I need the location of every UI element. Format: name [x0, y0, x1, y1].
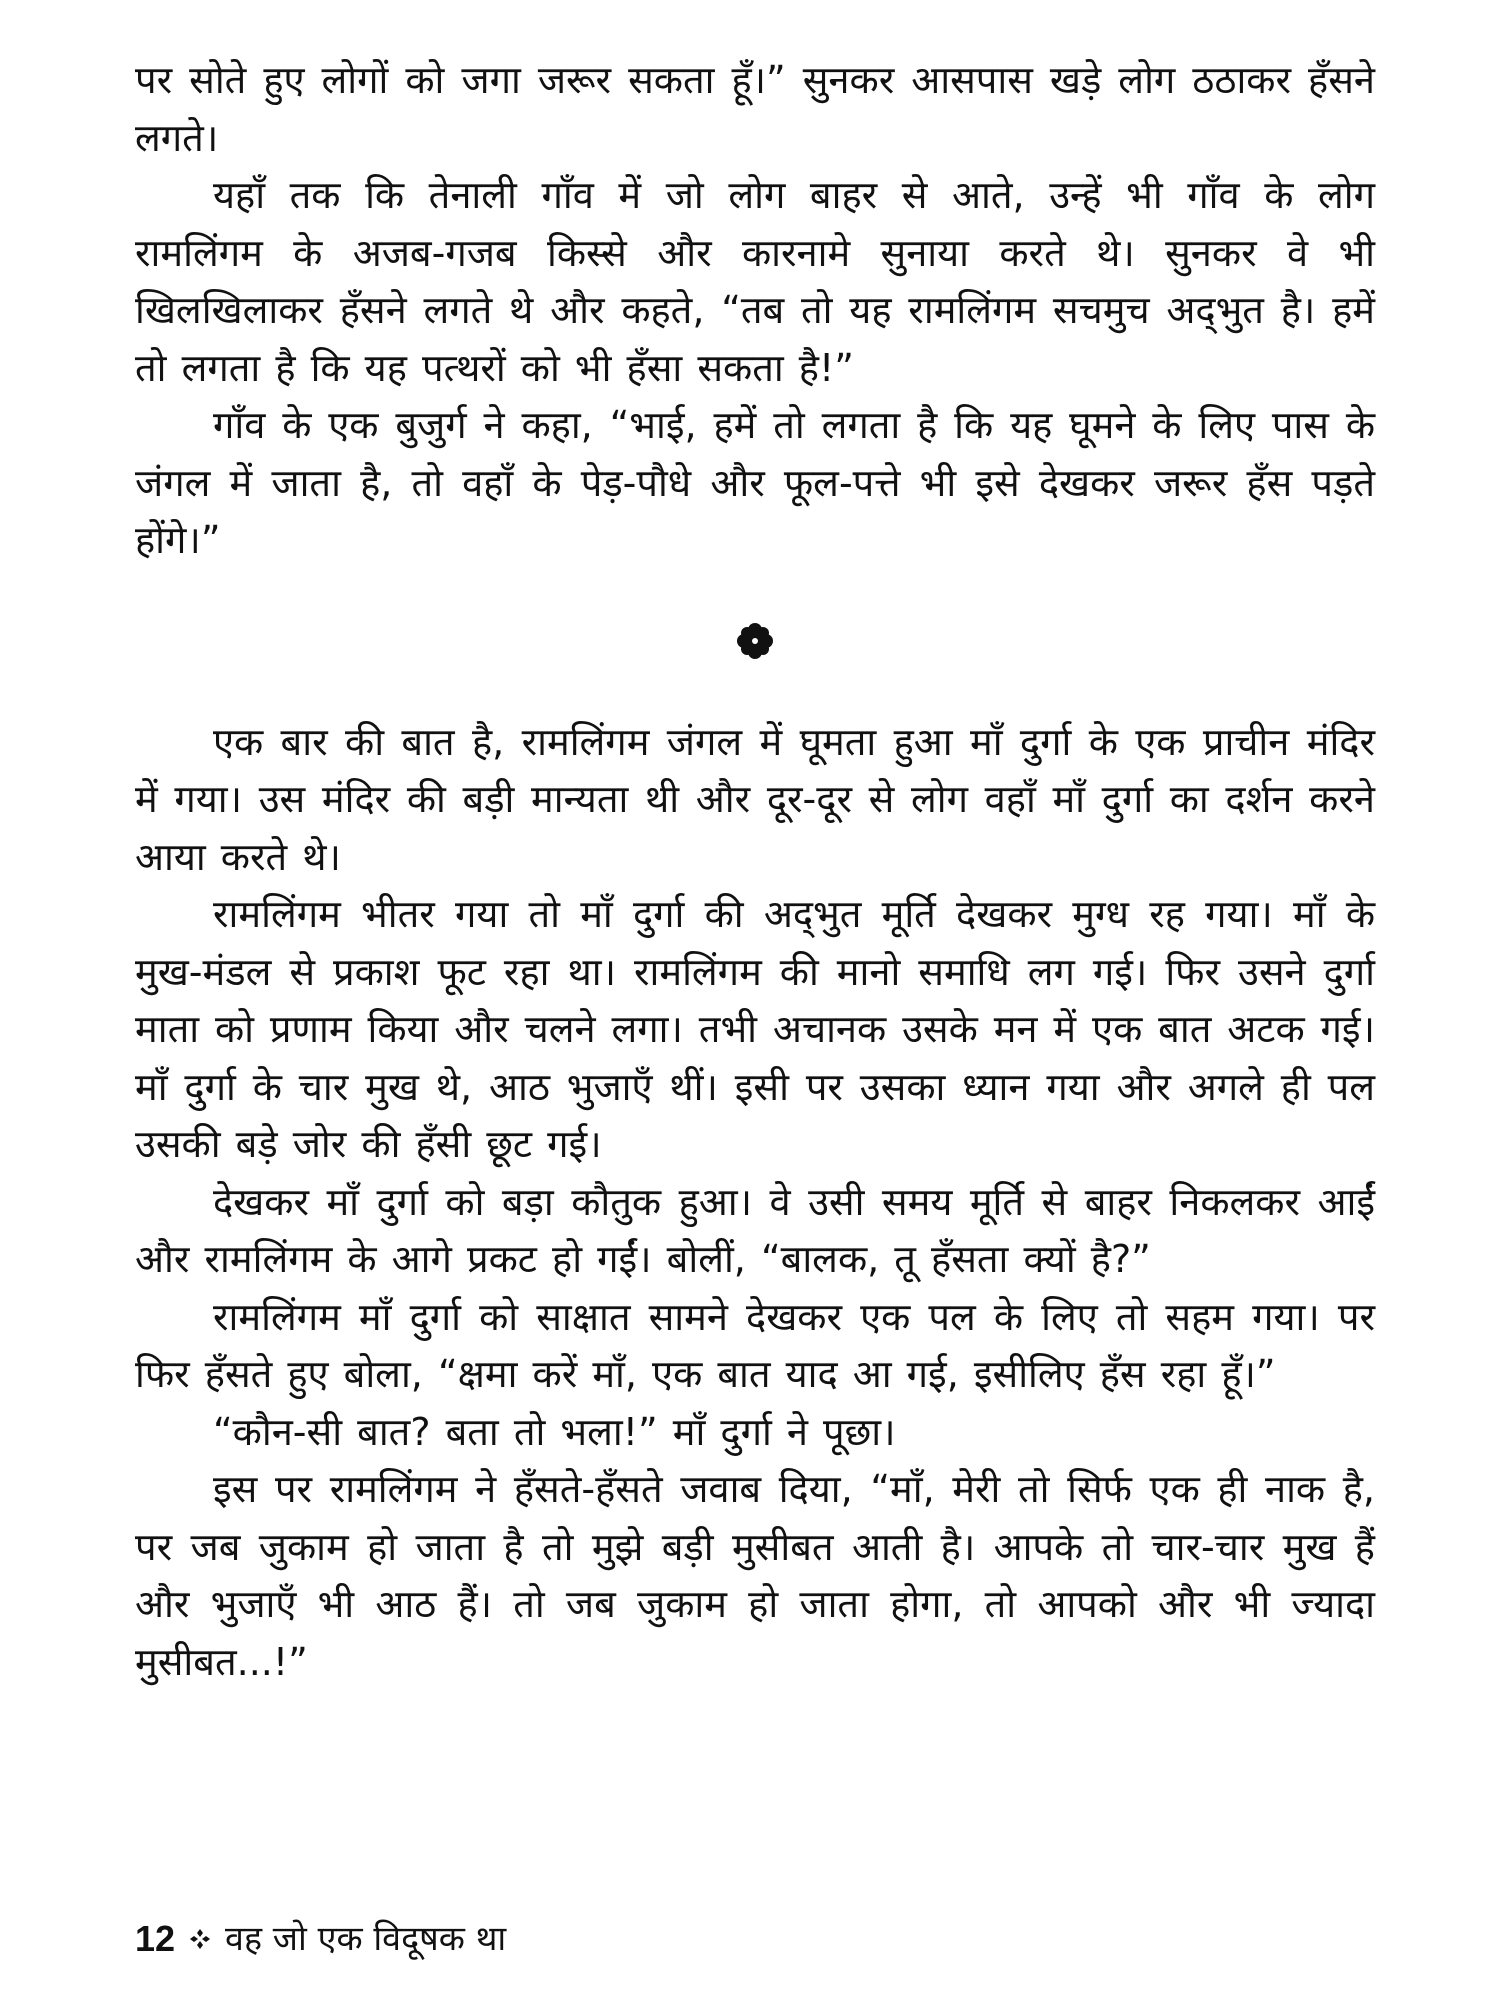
section-divider: [135, 600, 1375, 682]
book-page: [135, 52, 1375, 1992]
story-text-top: [135, 52, 1375, 570]
paragraph: रामलिंगम माँ दुर्गा को साक्षात सामने देखकर एक पल के लिए तो सहम गया। पर फिर हँसते हुए बोला, “क्षमा करें माँ, एक बात याद आ गई, इसीलिए हँस रहा हूँ।”: [135, 1294, 1375, 1396]
page-number: 12: [135, 1918, 176, 1959]
flower-ornament-icon: [735, 621, 775, 661]
paragraph: यहाँ तक कि तेनाली गाँव में जो लोग बाहर से आते, उन्हें भी गाँव के लोग रामलिंगम के अजब-गजब किस्से और कारनामे सुनाया करते थे। सुनकर वे भी खिलखिलाकर हँसने लगते थे और कहते, “तब तो यह रामलिंगम सचमुच अद्‌भुत है। हमें तो लगता है कि यह पत्थरों को भी हँसा सकता है!”: [135, 173, 1375, 390]
paragraph: देखकर माँ दुर्गा को बड़ा कौतुक हुआ। वे उसी समय मूर्ति से बाहर निकलकर आईं और रामलिंगम के आगे प्रकट हो गईं। बोलीं, “बालक, तू हँसता क्यों है?”: [135, 1179, 1375, 1281]
paragraph: “कौन-सी बात? बता तो भला!” माँ दुर्गा ने पूछा।: [213, 1409, 896, 1454]
book-title: वह जो एक विदूषक था: [225, 1919, 507, 1959]
paragraph-continuation: पर सोते हुए लोगों को जगा जरूर सकता हूँ।” सुनकर आसपास खड़े लोग ठठाकर हँसने लगते।: [135, 58, 1375, 160]
story-text-bottom: [135, 714, 1375, 1692]
paragraph: इस पर रामलिंगम ने हँसते-हँसते जवाब दिया, “माँ, मेरी तो सिर्फ एक ही नाक है, पर जब जुकाम हो जाता है तो मुझे बड़ी मुसीबत आती है। आपके तो चार-चार मुख हैं और भुजाएँ भी आठ हैं। तो जब जुकाम हो जाता होगा, तो आपको और भी ज्यादा मुसीबत...!”: [135, 1467, 1375, 1684]
diamond-dots-icon: [189, 1928, 211, 1950]
paragraph: रामलिंगम भीतर गया तो माँ दुर्गा की अद्‌भुत मूर्ति देखकर मुग्ध रह गया। माँ के मुख-मंडल से प्रकाश फूट रहा था। रामलिंगम की मानो समाधि लग गई। फिर उसने दुर्गा माता को प्रणाम किया और चलने लगा। तभी अचानक उसके मन में एक बात अटक गई। माँ दुर्गा के चार मुख थे, आठ भुजाएँ थीं। इसी पर उसका ध्यान गया और अगले ही पल उसकी बड़े जोर की हँसी छूट गई।: [135, 892, 1375, 1166]
paragraph: गाँव के एक बुजुर्ग ने कहा, “भाई, हमें तो लगता है कि यह घूमने के लिए पास के जंगल में जाता है, तो वहाँ के पेड़-पौधे और फूल-पत्ते भी इसे देखकर जरूर हँस पड़ते होंगे।”: [135, 403, 1375, 562]
page-footer: [135, 1917, 506, 1961]
paragraph: एक बार की बात है, रामलिंगम जंगल में घूमता हुआ माँ दुर्गा के एक प्राचीन मंदिर में गया। उस मंदिर की बड़ी मान्यता थी और दूर-दूर से लोग वहाँ माँ दुर्गा का दर्शन करने आया करते थे।: [135, 719, 1375, 879]
